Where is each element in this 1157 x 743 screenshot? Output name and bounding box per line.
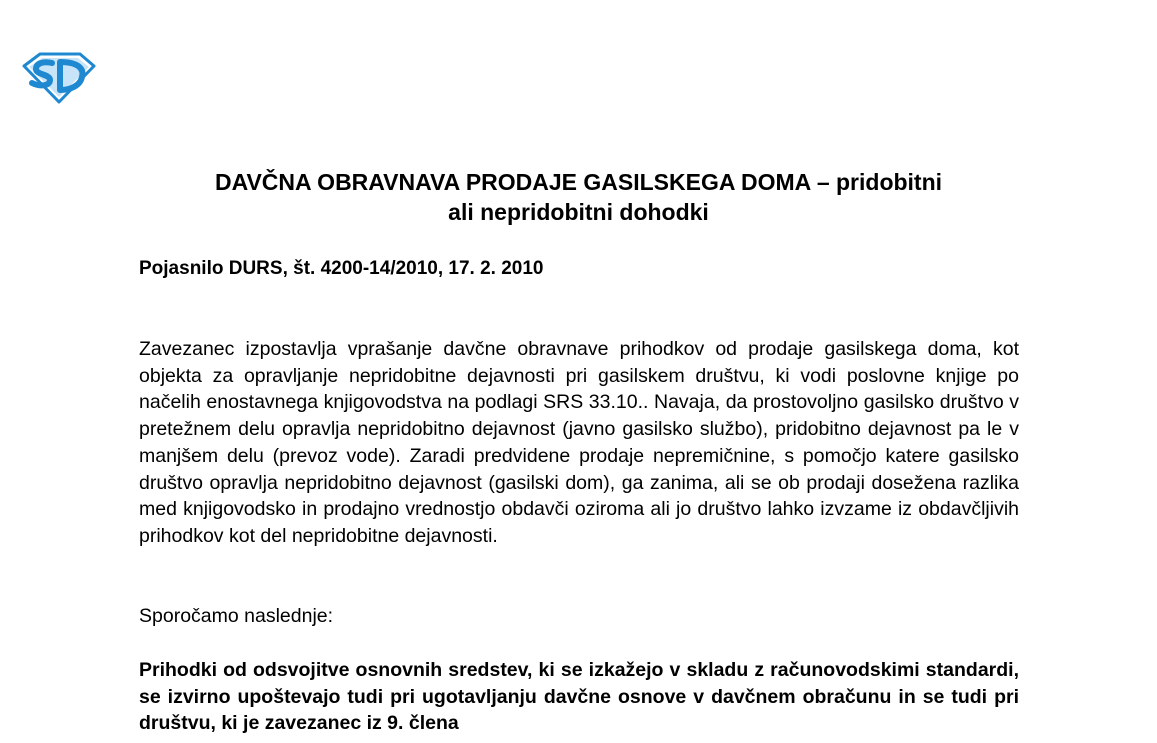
paragraph-answer-bold: Prihodki od odsvojitve osnovnih sredstev, ki se izkažejo v skladu z računovodskimi standardi, se izvirno upoštevajo tudi pri ugotavljanju davčne osnove v davčnem obračunu in se tudi pri društvu, ki je zavezanec iz 9. člena: [139, 659, 1019, 735]
paragraph-answer-intro: Sporočamo naslednje:: [139, 605, 334, 627]
document-subtitle: Pojasnilo DURS, št. 4200-14/2010, 17. 2. 2010: [139, 258, 544, 279]
document-title: [130, 167, 1027, 227]
sd-logo-icon: [22, 50, 96, 104]
title-line-2: ali nepridobitni dohodki: [448, 199, 709, 225]
paragraph-question: Zavezanec izpostavlja vprašanje davčne obravnave prihodkov od prodaje gasilskega doma, kot objekta za opravljanje nepridobitne dejavnosti pri gasilskem društvu, ki vodi poslovne knjige po načelih enostavnega knjigovodstva na podlagi SRS 33.10.. Navaja, da prostovoljno gasilsko društvo v pretežnem delu opravlja nepridobitno dejavnost (javno gasilsko službo), pridobitno dejavnost pa le v manjšem delu (prevoz vode). Zaradi predvidene prodaje nepremičnine, s pomočjo katere gasilsko društvo opravlja nepridobitno dejavnost (gasilski dom), ga zanima, ali se ob prodaji dosežena razlika med knjigovodsko in prodajno vrednostjo obdavči oziroma ali jo društvo lahko izvzame iz obdavčljivih prihodkov kot del nepridobitne dejavnosti.: [139, 338, 1019, 547]
title-line-1: DAVČNA OBRAVNAVA PRODAJE GASILSKEGA DOMA – pridobitni: [214, 169, 943, 195]
